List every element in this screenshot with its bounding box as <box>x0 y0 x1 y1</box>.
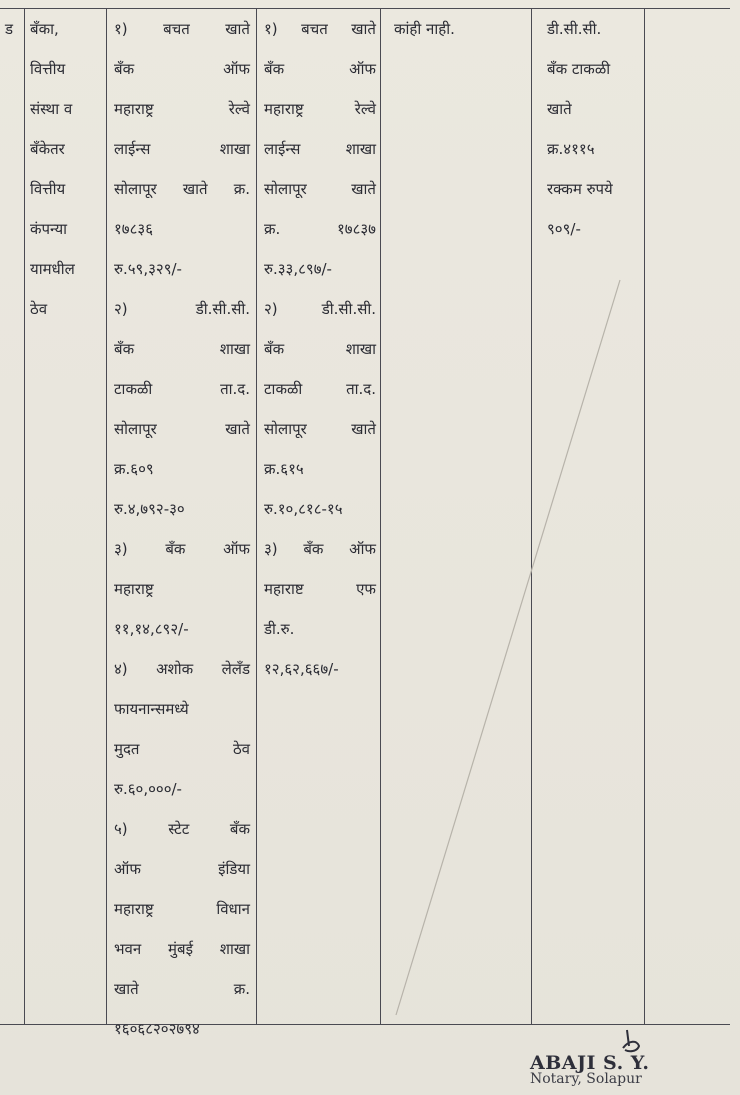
cell-line: क्र.६१५ <box>264 460 304 478</box>
cell-line: टाकळी ता.द. <box>114 380 250 398</box>
cell-line: १) बचत खाते <box>114 20 250 38</box>
cell-line: मुदत ठेव <box>114 740 250 758</box>
cell-line: क्र.४११५ <box>547 140 595 158</box>
cell-line: बँक ऑफ <box>114 60 250 78</box>
cell-line: ड <box>5 20 14 38</box>
column-divider <box>380 9 381 1024</box>
cell-line: बँक ऑफ <box>264 60 376 78</box>
cell-line: कांही नाही. <box>394 20 455 38</box>
cell-line: टाकळी ता.द. <box>264 380 376 398</box>
cell-line: ५) स्टेट बँक <box>114 820 250 838</box>
cell-line: वित्तीय <box>30 60 66 78</box>
cell-line: खाते क्र. <box>114 980 250 998</box>
cell-line: १७८३६ <box>114 220 154 238</box>
cell-line: ठेव <box>30 300 48 318</box>
cell-line: १६०६८२०२७९४ <box>114 1020 200 1038</box>
cell-line: फायनान्समध्ये <box>114 700 189 718</box>
cell-line: ऑफ इंडिया <box>114 860 250 878</box>
cell-line: यामधील <box>30 260 75 278</box>
cell-line: बँकेतर <box>30 140 65 158</box>
cell-line: ९०९/- <box>547 220 581 238</box>
cell-line: लाईन्स शाखा <box>114 140 250 158</box>
cell-line: १२,६२,६६७/- <box>264 660 339 678</box>
cell-line: बँक टाकळी <box>547 60 611 78</box>
cell-line: ११,१४,८९२/- <box>114 620 189 638</box>
dependents-column <box>394 9 524 1024</box>
column-divider <box>531 9 532 1024</box>
cell-line: बँक शाखा <box>264 340 376 358</box>
cell-line: क्र.६०९ <box>114 460 154 478</box>
cell-line: लाईन्स शाखा <box>264 140 376 158</box>
serial-column <box>5 9 19 1024</box>
cell-line: ४) अशोक लेलँड <box>114 660 250 678</box>
cell-line: २) डी.सी.सी. <box>264 300 376 318</box>
cell-line: कंपन्या <box>30 220 68 238</box>
cell-line: रक्कम रुपये <box>547 180 613 198</box>
cell-line: संस्था व <box>30 100 73 118</box>
cell-line: क्र. १७८३७ <box>264 220 376 238</box>
cell-line: रु.३३,८९७/- <box>264 260 332 278</box>
cell-line: महाराष्ट्र रेल्वे <box>114 100 250 118</box>
cell-line: रु.१०,८१८-१५ <box>264 500 343 518</box>
cell-line: महाराष्ट्र <box>114 580 154 598</box>
cell-line: बँक शाखा <box>114 340 250 358</box>
notary-stamp <box>530 1052 650 1087</box>
cell-line: महाराष्ट्र विधान <box>114 900 250 918</box>
cell-line: डी.रु. <box>264 620 295 638</box>
other-column <box>547 9 639 1024</box>
cell-line: भवन मुंबई शाखा <box>114 940 250 958</box>
column-divider <box>644 9 645 1024</box>
notary-name: ABAJI S. Y. <box>530 1052 650 1074</box>
cell-line: १) बचत खाते <box>264 20 376 38</box>
cell-line: सोलापूर खाते <box>264 420 376 438</box>
cell-line: २) डी.सी.सी. <box>114 300 250 318</box>
assets-table <box>0 8 730 1038</box>
cell-line: रु.४,७९२-३० <box>114 500 185 518</box>
cell-line: डी.सी.सी. <box>547 20 602 38</box>
cell-line: सोलापूर खाते क्र. <box>114 180 250 198</box>
cell-line: वित्तीय <box>30 180 66 198</box>
cell-line: सोलापूर खाते <box>264 180 376 198</box>
cell-line: खाते <box>547 100 572 118</box>
cell-line: ३) बँक ऑफ <box>264 540 376 558</box>
cell-line: रु.५९,३२९/- <box>114 260 182 278</box>
asset-type-column <box>30 9 104 1024</box>
cell-line: रु.६०,०००/- <box>114 780 182 798</box>
cell-line: महाराष्ट्र रेल्वे <box>264 100 376 118</box>
cell-line: सोलापूर खाते <box>114 420 250 438</box>
cell-line: ३) बँक ऑफ <box>114 540 250 558</box>
spouse-details-column <box>264 9 376 1024</box>
cell-line: महाराष्ट एफ <box>264 580 376 598</box>
column-divider <box>256 9 257 1024</box>
column-divider <box>24 9 25 1024</box>
column-divider <box>106 9 107 1024</box>
applicant-details-column <box>114 9 250 1038</box>
cell-line: बँका, <box>30 20 59 38</box>
notary-designation: Notary, Solapur <box>530 1071 642 1087</box>
